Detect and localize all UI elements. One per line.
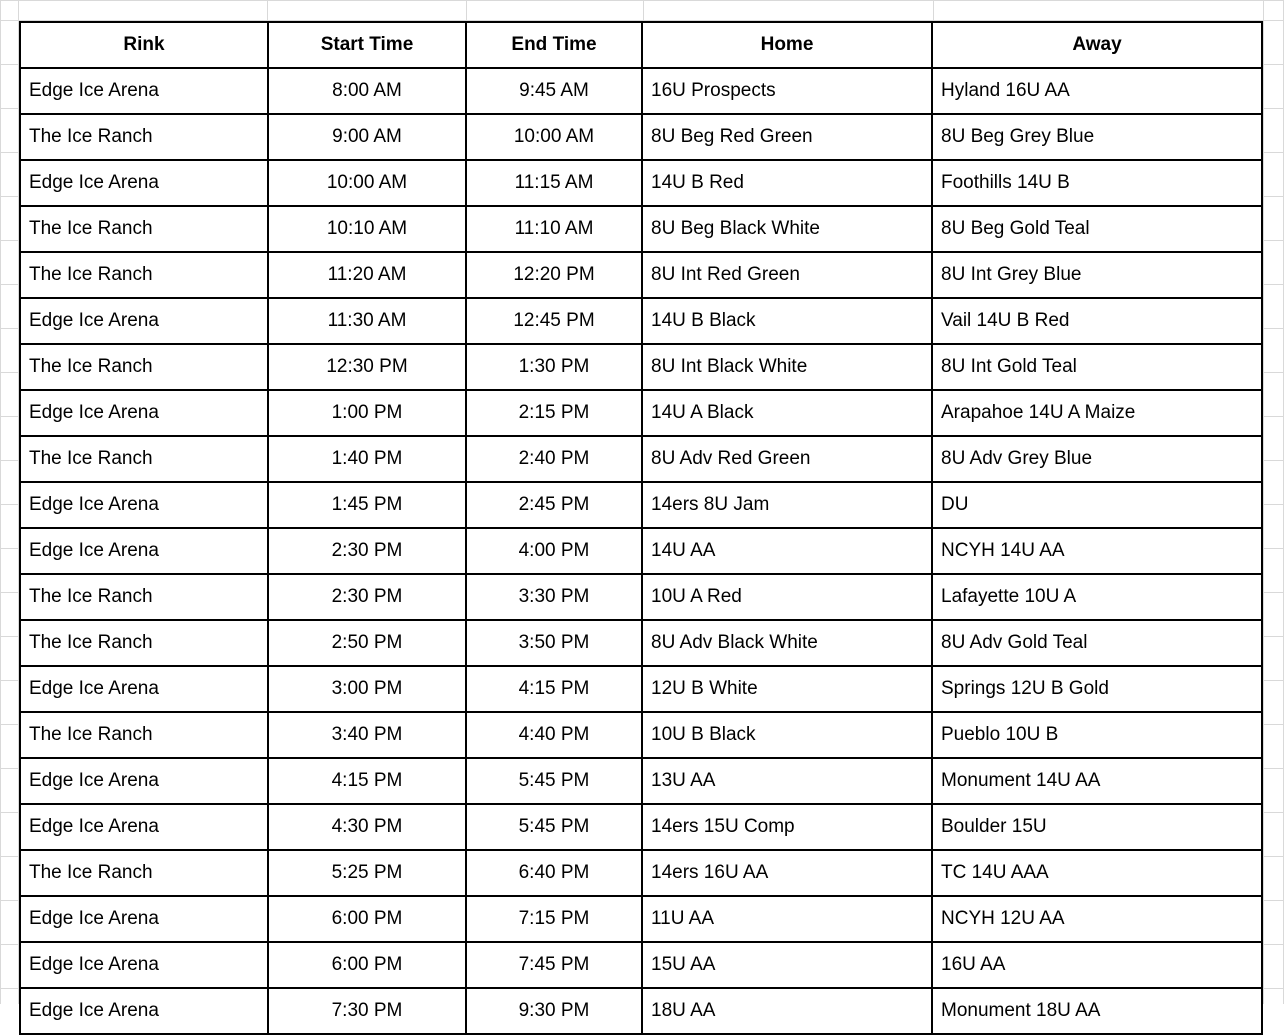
table-row[interactable] [20, 620, 1262, 666]
cell-away[interactable]: 8U Beg Gold Teal [932, 206, 1262, 252]
cell-start-time[interactable]: 2:30 PM [268, 574, 466, 620]
cell-start-time[interactable]: 11:30 AM [268, 298, 466, 344]
table-row[interactable] [20, 528, 1262, 574]
table-body [20, 68, 1262, 1034]
cell-end-time[interactable]: 3:50 PM [466, 620, 642, 666]
cell-home[interactable]: 8U Adv Red Green [642, 436, 932, 482]
cell-end-time[interactable]: 12:45 PM [466, 298, 642, 344]
cell-start-time[interactable]: 11:20 AM [268, 252, 466, 298]
cell-rink[interactable]: The Ice Ranch [20, 344, 268, 390]
cell-home[interactable]: 15U AA [642, 942, 932, 988]
table-row[interactable] [20, 436, 1262, 482]
cell-end-time[interactable]: 11:10 AM [466, 206, 642, 252]
cell-home[interactable]: 14ers 15U Comp [642, 804, 932, 850]
cell-home[interactable]: 14ers 16U AA [642, 850, 932, 896]
cell-away[interactable]: NCYH 12U AA [932, 896, 1262, 942]
cell-start-time[interactable]: 7:30 PM [268, 988, 466, 1034]
cell-start-time[interactable]: 5:25 PM [268, 850, 466, 896]
cell-away[interactable]: Pueblo 10U B [932, 712, 1262, 758]
cell-away[interactable]: Hyland 16U AA [932, 68, 1262, 114]
cell-rink[interactable]: Edge Ice Arena [20, 390, 268, 436]
cell-end-time[interactable]: 4:15 PM [466, 666, 642, 712]
cell-rink[interactable]: The Ice Ranch [20, 252, 268, 298]
cell-start-time[interactable]: 1:00 PM [268, 390, 466, 436]
cell-start-time[interactable]: 6:00 PM [268, 896, 466, 942]
cell-end-time[interactable]: 4:40 PM [466, 712, 642, 758]
cell-start-time[interactable]: 8:00 AM [268, 68, 466, 114]
cell-start-time[interactable]: 6:00 PM [268, 942, 466, 988]
cell-rink[interactable]: Edge Ice Arena [20, 942, 268, 988]
cell-away[interactable]: Springs 12U B Gold [932, 666, 1262, 712]
cell-away[interactable]: TC 14U AAA [932, 850, 1262, 896]
cell-home[interactable]: 13U AA [642, 758, 932, 804]
cell-end-time[interactable]: 10:00 AM [466, 114, 642, 160]
cell-away[interactable]: Foothills 14U B [932, 160, 1262, 206]
cell-rink[interactable]: Edge Ice Arena [20, 482, 268, 528]
table-row[interactable] [20, 712, 1262, 758]
grid-line-vertical [0, 0, 1, 1004]
table-row[interactable] [20, 574, 1262, 620]
table-row[interactable] [20, 758, 1262, 804]
cell-start-time[interactable]: 3:40 PM [268, 712, 466, 758]
table-row[interactable] [20, 988, 1262, 1034]
cell-rink[interactable]: Edge Ice Arena [20, 528, 268, 574]
cell-home[interactable]: 12U B White [642, 666, 932, 712]
cell-end-time[interactable]: 9:30 PM [466, 988, 642, 1034]
cell-end-time[interactable]: 7:15 PM [466, 896, 642, 942]
table-row[interactable] [20, 942, 1262, 988]
cell-home[interactable]: 10U A Red [642, 574, 932, 620]
cell-start-time[interactable]: 2:30 PM [268, 528, 466, 574]
cell-away[interactable]: 8U Int Gold Teal [932, 344, 1262, 390]
cell-end-time[interactable]: 1:30 PM [466, 344, 642, 390]
cell-away[interactable]: 16U AA [932, 942, 1262, 988]
cell-end-time[interactable]: 2:15 PM [466, 390, 642, 436]
column-header-start-time[interactable]: Start Time [268, 22, 466, 68]
cell-home[interactable]: 14U B Black [642, 298, 932, 344]
cell-rink[interactable]: Edge Ice Arena [20, 988, 268, 1034]
cell-end-time[interactable]: 2:45 PM [466, 482, 642, 528]
table-row[interactable] [20, 68, 1262, 114]
grid-line-horizontal [0, 0, 1284, 1]
cell-end-time[interactable]: 3:30 PM [466, 574, 642, 620]
column-header-rink[interactable]: Rink [20, 22, 268, 68]
cell-home[interactable]: 8U Beg Red Green [642, 114, 932, 160]
cell-away[interactable]: Vail 14U B Red [932, 298, 1262, 344]
cell-end-time[interactable]: 12:20 PM [466, 252, 642, 298]
cell-rink[interactable]: Edge Ice Arena [20, 758, 268, 804]
cell-rink[interactable]: Edge Ice Arena [20, 298, 268, 344]
cell-rink[interactable]: Edge Ice Arena [20, 68, 268, 114]
cell-away[interactable]: NCYH 14U AA [932, 528, 1262, 574]
cell-start-time[interactable]: 4:30 PM [268, 804, 466, 850]
table-row[interactable] [20, 850, 1262, 896]
cell-rink[interactable]: The Ice Ranch [20, 114, 268, 160]
grid-line-vertical [1263, 0, 1264, 1004]
cell-rink[interactable]: The Ice Ranch [20, 850, 268, 896]
cell-start-time[interactable]: 2:50 PM [268, 620, 466, 666]
cell-end-time[interactable]: 5:45 PM [466, 804, 642, 850]
cell-home[interactable]: 8U Adv Black White [642, 620, 932, 666]
table-row[interactable] [20, 804, 1262, 850]
cell-away[interactable]: Lafayette 10U A [932, 574, 1262, 620]
table-row[interactable] [20, 206, 1262, 252]
cell-away[interactable]: 8U Adv Gold Teal [932, 620, 1262, 666]
cell-away[interactable]: 8U Int Grey Blue [932, 252, 1262, 298]
table-row[interactable] [20, 390, 1262, 436]
table-row[interactable] [20, 114, 1262, 160]
cell-away[interactable]: 8U Adv Grey Blue [932, 436, 1262, 482]
cell-rink[interactable]: The Ice Ranch [20, 574, 268, 620]
cell-home[interactable]: 11U AA [642, 896, 932, 942]
column-header-home[interactable]: Home [642, 22, 932, 68]
table-row[interactable] [20, 160, 1262, 206]
cell-rink[interactable]: The Ice Ranch [20, 436, 268, 482]
cell-start-time[interactable]: 1:45 PM [268, 482, 466, 528]
table-row[interactable] [20, 298, 1262, 344]
column-header-away[interactable]: Away [932, 22, 1262, 68]
cell-rink[interactable]: Edge Ice Arena [20, 160, 268, 206]
cell-home[interactable]: 18U AA [642, 988, 932, 1034]
cell-end-time[interactable]: 9:45 AM [466, 68, 642, 114]
cell-end-time[interactable]: 2:40 PM [466, 436, 642, 482]
cell-away[interactable]: 8U Beg Grey Blue [932, 114, 1262, 160]
cell-end-time[interactable]: 11:15 AM [466, 160, 642, 206]
cell-rink[interactable]: The Ice Ranch [20, 712, 268, 758]
cell-home[interactable]: 8U Int Black White [642, 344, 932, 390]
table-row[interactable] [20, 896, 1262, 942]
cell-home[interactable]: 14U B Red [642, 160, 932, 206]
cell-home[interactable]: 14U AA [642, 528, 932, 574]
cell-start-time[interactable]: 10:00 AM [268, 160, 466, 206]
cell-away[interactable]: Arapahoe 14U A Maize [932, 390, 1262, 436]
cell-rink[interactable]: The Ice Ranch [20, 620, 268, 666]
cell-away[interactable]: Monument 14U AA [932, 758, 1262, 804]
cell-home[interactable]: 14U A Black [642, 390, 932, 436]
cell-home[interactable]: 8U Beg Black White [642, 206, 932, 252]
column-header-end-time[interactable]: End Time [466, 22, 642, 68]
cell-home[interactable]: 10U B Black [642, 712, 932, 758]
cell-rink[interactable]: The Ice Ranch [20, 206, 268, 252]
cell-home[interactable]: 16U Prospects [642, 68, 932, 114]
cell-away[interactable]: Monument 18U AA [932, 988, 1262, 1034]
header-row [20, 22, 1262, 68]
cell-rink[interactable]: Edge Ice Arena [20, 666, 268, 712]
cell-home[interactable]: 8U Int Red Green [642, 252, 932, 298]
schedule-table [19, 21, 1263, 1035]
table-row[interactable] [20, 482, 1262, 528]
cell-rink[interactable]: Edge Ice Arena [20, 804, 268, 850]
cell-start-time[interactable]: 3:00 PM [268, 666, 466, 712]
cell-start-time[interactable]: 9:00 AM [268, 114, 466, 160]
cell-end-time[interactable]: 6:40 PM [466, 850, 642, 896]
cell-away[interactable]: DU [932, 482, 1262, 528]
cell-start-time[interactable]: 4:15 PM [268, 758, 466, 804]
table-header [20, 22, 1262, 68]
cell-away[interactable]: Boulder 15U [932, 804, 1262, 850]
cell-start-time[interactable]: 1:40 PM [268, 436, 466, 482]
cell-rink[interactable]: Edge Ice Arena [20, 896, 268, 942]
cell-end-time[interactable]: 7:45 PM [466, 942, 642, 988]
cell-home[interactable]: 14ers 8U Jam [642, 482, 932, 528]
table-row[interactable] [20, 666, 1262, 712]
table-row[interactable] [20, 252, 1262, 298]
cell-end-time[interactable]: 5:45 PM [466, 758, 642, 804]
cell-end-time[interactable]: 4:00 PM [466, 528, 642, 574]
table-row[interactable] [20, 344, 1262, 390]
cell-start-time[interactable]: 10:10 AM [268, 206, 466, 252]
cell-start-time[interactable]: 12:30 PM [268, 344, 466, 390]
